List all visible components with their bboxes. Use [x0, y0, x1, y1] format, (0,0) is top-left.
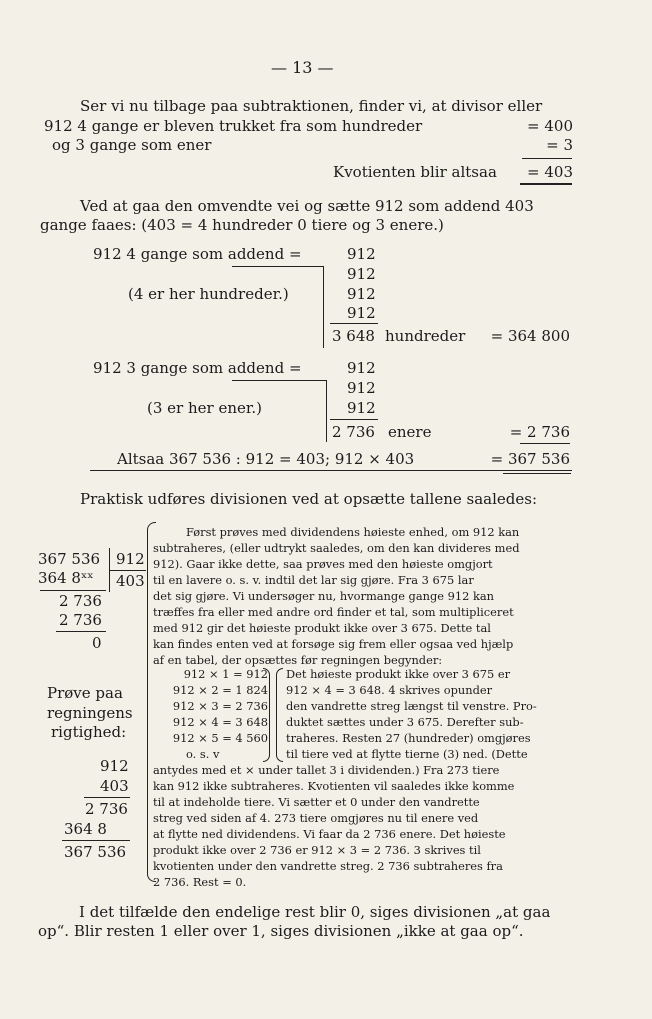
table-row: 912 × 1 = 912 [183, 667, 268, 681]
explanation-side-line: til tiere ved at flytte tierne (3) ned. (Dette [286, 747, 528, 761]
practical-heading: Praktisk udføres divisionen ved at opsætte tallene saaledes: [80, 490, 538, 508]
rule [323, 266, 324, 348]
proof-partial-2: 364 8 [64, 820, 107, 838]
hundreds-unit: hundreder [385, 327, 466, 345]
rule [232, 266, 324, 267]
division-step-1: 364 8ˣˣ [38, 569, 94, 587]
explanation-line: træffes fra eller med andre ord finder et tal, som multipliceret [153, 605, 514, 619]
explanation-side-line: traheres. Resten 27 (hundreder) omgjøres [286, 731, 531, 745]
explanation-line: streg ved siden af 4. 273 tiere omgjøres nu til enere ved [153, 811, 479, 825]
hundreds-result: = 364 800 [490, 327, 570, 345]
rule [84, 797, 130, 798]
intro-line-2-value: = 400 [527, 117, 573, 135]
hundreds-sum: 3 648 [332, 327, 375, 345]
ones-row: 912 [347, 379, 376, 397]
quotient-value: = 403 [527, 163, 573, 181]
intro-line-3: og 3 gange som ener [52, 136, 212, 154]
proof-total: 367 536 [64, 843, 127, 861]
table-row: 912 × 4 = 3 648 [172, 715, 268, 729]
subtrahend-2: 2 736 [59, 611, 102, 629]
table-row: 912 × 2 = 1 824 [172, 683, 268, 697]
hundreds-row: 912 [347, 285, 376, 303]
rule [62, 840, 130, 841]
explanation-line: af en tabel, der opsættes før regningen begynder: [153, 653, 443, 667]
explanation-side-line: den vandrette streg længst til venstre. Pro- [286, 699, 537, 713]
table-row: 912 × 5 = 4 560 [172, 731, 268, 745]
explanation-side-line: duktet sættes under 3 675. Derefter sub- [286, 715, 524, 729]
bracket [263, 668, 270, 762]
total-result: = 367 536 [490, 450, 570, 468]
quotient: 403 [116, 572, 145, 590]
rule [90, 470, 572, 471]
ones-sum: 2 736 [332, 423, 375, 441]
conclusion-line-1: I det tilfælde den endelige rest blir 0, siges divisionen „at gaa [79, 903, 551, 921]
rule [40, 590, 106, 591]
explanation-line: antydes med et × under tallet 3 i dividenden.) Fra 273 tiere [153, 763, 500, 777]
dividend: 367 536 [38, 550, 101, 568]
reverse-line-2: gange faaes: (403 = 4 hundreder 0 tiere og 3 enere.) [40, 216, 444, 234]
reverse-line-1: Ved at gaa den omvendte vei og sætte 912 som addend 403 [80, 197, 534, 215]
explanation-line: subtraheres, (eller udtrykt saaledes, om den kan divideres med [153, 541, 520, 555]
conclusion-line-2: op“. Blir resten 1 eller over 1, siges divisionen „ikke at gaa op“. [38, 922, 524, 940]
page-number: — 13 — [271, 58, 334, 77]
bracket [276, 668, 283, 762]
explanation-line: Først prøves med dividendens høieste enhed, om 912 kan [186, 525, 520, 539]
explanation-line: kan 912 ikke subtraheres. Kvotienten vil saaledes ikke komme [153, 779, 515, 793]
explanation-side-line: 912 × 4 = 3 648. 4 skrives opunder [286, 683, 493, 697]
intro-line-3-value: = 3 [546, 136, 573, 154]
ones-note: (3 er her ener.) [147, 399, 263, 417]
proof-title-3: rigtighed: [51, 723, 127, 741]
explanation-line: produkt ikke over 2 736 er 912 × 3 = 2 736. 3 skrives til [153, 843, 481, 857]
proof-title-2: regningens [47, 704, 133, 722]
rule [330, 323, 378, 324]
hundreds-label: 912 4 gange som addend = [93, 245, 302, 263]
remainder-1: 2 736 [59, 592, 102, 610]
proof-factor-2: 403 [100, 777, 129, 795]
intro-line-2: 912 4 gange er bleven trukket fra som hundreder [44, 117, 423, 135]
explanation-line: 2 736. Rest = 0. [153, 875, 247, 889]
ones-row: 912 [347, 399, 376, 417]
explanation-line: at flytte ned dividendens. Vi faar da 2 736 enere. Det høieste [153, 827, 506, 841]
ones-result: = 2 736 [509, 423, 570, 441]
explanation-line: med 912 gir det høieste produkt ikke over 3 675. Dette tal [153, 621, 491, 635]
rule [522, 158, 572, 159]
explanation-line: 912). Gaar ikke dette, saa prøves med den høieste omgjort [153, 557, 493, 571]
rule [520, 443, 570, 444]
hundreds-note: (4 er her hundreder.) [128, 285, 289, 303]
table-row: o. s. v [186, 747, 220, 761]
divisor: 912 [116, 550, 145, 568]
hundreds-row: 912 [347, 265, 376, 283]
quotient-label: Kvotienten blir altsaa [333, 163, 497, 181]
ones-unit: enere [388, 423, 432, 441]
explanation-line: til at indeholde tiere. Vi sætter et 0 under den vandrette [153, 795, 480, 809]
intro-line-1: Ser vi nu tilbage paa subtraktionen, finder vi, at divisor eller [80, 97, 543, 115]
proof-title-1: Prøve paa [47, 684, 123, 702]
explanation-line: det sig gjøre. Vi undersøger nu, hvormange gange 912 kan [153, 589, 495, 603]
hundreds-row: 912 [347, 245, 376, 263]
rule [232, 380, 327, 381]
rule [326, 380, 327, 442]
rule [503, 473, 571, 474]
explanation-line: kvotienten under den vandrette streg. 2 736 subtraheres fra [153, 859, 503, 873]
rest: 0 [92, 634, 102, 652]
total-line: Altsaa 367 536 : 912 = 403; 912 × 403 [117, 450, 415, 468]
rule [56, 631, 106, 632]
rule [520, 183, 572, 185]
explanation-line: kan findes enten ved at forsøge sig frem eller ogsaa ved hjælp [153, 637, 514, 651]
hundreds-row: 912 [347, 304, 376, 322]
proof-partial-1: 2 736 [85, 800, 128, 818]
ones-row: 912 [347, 359, 376, 377]
table-row: 912 × 3 = 2 736 [172, 699, 268, 713]
explanation-line: til en lavere o. s. v. indtil det lar sig gjøre. Fra 3 675 lar [153, 573, 474, 587]
rule [330, 419, 378, 420]
proof-factor-1: 912 [100, 757, 129, 775]
ones-label: 912 3 gange som addend = [93, 359, 302, 377]
rule [109, 570, 146, 571]
explanation-side-line: Det høieste produkt ikke over 3 675 er [286, 667, 511, 681]
